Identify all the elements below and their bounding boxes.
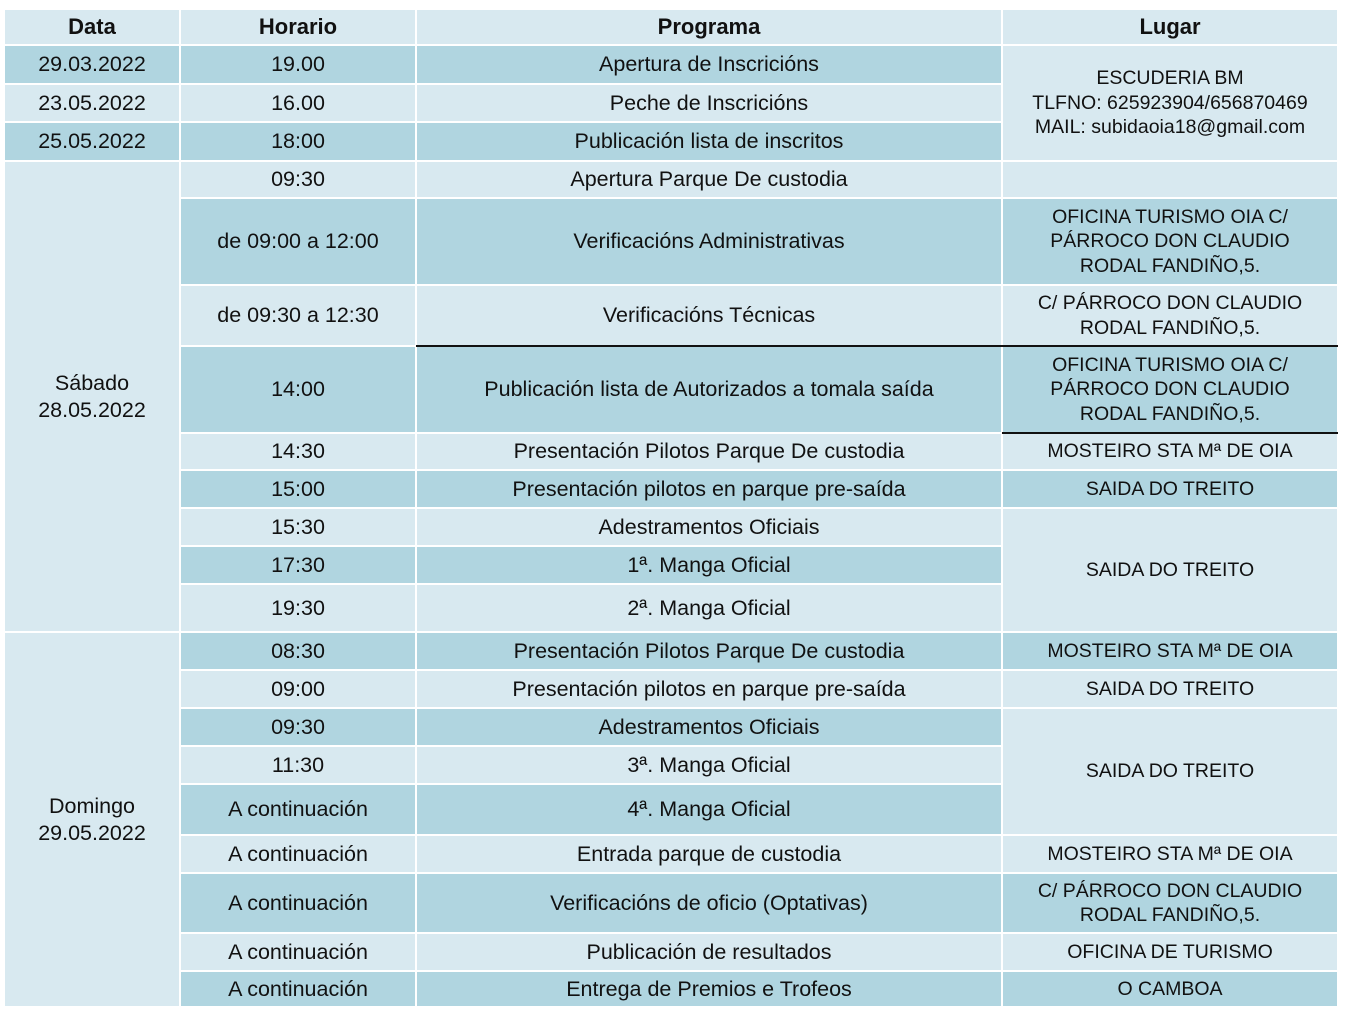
saturday-heats-place-cell: SAIDA DO TREITO [1003,509,1337,631]
program-cell: Adestramentos Oficiais [417,509,1001,545]
sunday-date-cell-line: 29.05.2022 [38,820,146,845]
place-cell-line: RODAL FANDIÑO,5. [1079,904,1261,926]
program-cell: Apertura Parque De custodia [417,162,1001,197]
time-cell: 17:30 [181,547,415,583]
date-cell: 29.03.2022 [5,46,179,83]
place-cell-line: RODAL FANDIÑO,5. [1079,402,1261,425]
place-cell-line: C/ PÁRROCO DON CLAUDIO [1037,879,1303,902]
place-cell: MOSTEIRO STA Mª DE OIA [1003,434,1337,469]
time-cell: 19.00 [181,46,415,83]
program-cell: Publicación lista de inscritos [417,123,1001,160]
time-cell: A continuación [181,785,415,834]
organizer-place-cell-line: TLFNO: 625923904/656870469 [1032,91,1308,114]
time-cell: 16.00 [181,85,415,121]
time-cell: 11:30 [181,747,415,783]
date-cell: 23.05.2022 [5,85,179,121]
place-cell: MOSTEIRO STA Mª DE OIA [1003,836,1337,872]
sunday-heats-place-cell: SAIDA DO TREITO [1003,709,1337,834]
program-cell: Verificacións Técnicas [417,286,1001,345]
place-cell-line: OFICINA TURISMO OIA C/ [1052,353,1288,376]
sunday-date-cell [5,633,179,1006]
place-cell: MOSTEIRO STA Mª DE OIA [1003,633,1337,669]
saturday-date-cell-line: 28.05.2022 [38,397,146,422]
organizer-place-cell-line: ESCUDERIA BM [1096,67,1244,90]
time-cell: 15:00 [181,471,415,507]
program-cell: Presentación pilotos en parque pre-saída [417,471,1001,507]
place-cell [1003,199,1337,284]
program-cell: 4ª. Manga Oficial [417,785,1001,834]
program-cell: 3ª. Manga Oficial [417,747,1001,783]
place-cell-line: PÁRROCO DON CLAUDIO [1050,378,1290,401]
time-cell: 18:00 [181,123,415,160]
place-cell-line: C/ PÁRROCO DON CLAUDIO [1037,292,1303,315]
header-place: Lugar [1003,10,1337,44]
organizer-place-cell-line: MAIL: subidaoia18@gmail.com [1034,116,1306,139]
header-time: Horario [181,10,415,44]
time-cell: 15:30 [181,509,415,545]
program-cell: Apertura de Inscricións [417,46,1001,83]
time-cell: de 09:30 a 12:30 [181,286,415,345]
place-cell-line: PÁRROCO DON CLAUDIO [1050,230,1290,253]
program-cell: Peche de Inscricións [417,85,1001,121]
time-cell: 08:30 [181,633,415,669]
time-cell: A continuación [181,874,415,932]
program-cell: Presentación pilotos en parque pre-saída [417,671,1001,707]
program-cell: Entrega de Premios e Trofeos [417,972,1001,1006]
date-cell: 25.05.2022 [5,123,179,160]
saturday-date-cell-line: Sábado [54,370,130,395]
time-cell: A continuación [181,836,415,872]
time-cell: 19:30 [181,585,415,631]
place-cell [1003,286,1337,345]
time-cell: 14:00 [181,347,415,432]
program-cell: Adestramentos Oficiais [417,709,1001,745]
border-line [1002,432,1338,434]
time-cell: 14:30 [181,434,415,469]
saturday-date-cell [5,162,179,631]
program-cell: 1ª. Manga Oficial [417,547,1001,583]
border-line [416,345,1338,347]
program-cell: Verificacións de oficio (Optativas) [417,874,1001,932]
place-cell [1003,162,1337,197]
sunday-date-cell-line: Domingo [48,793,136,818]
place-cell: OFICINA DE TURISMO [1003,934,1337,970]
place-cell-line: RODAL FANDIÑO,5. [1079,254,1261,277]
program-cell: Publicación lista de Autorizados a tomala saída [417,347,1001,432]
place-cell: O CAMBOA [1003,972,1337,1006]
time-cell: A continuación [181,934,415,970]
place-cell: SAIDA DO TREITO [1003,471,1337,507]
place-cell [1003,874,1337,932]
time-cell: de 09:00 a 12:00 [181,199,415,284]
program-cell: Publicación de resultados [417,934,1001,970]
place-cell-line: RODAL FANDIÑO,5. [1079,316,1261,339]
time-cell: 09:30 [181,709,415,745]
header-program: Programa [417,10,1001,44]
time-cell: 09:00 [181,671,415,707]
place-cell [1003,347,1337,432]
program-cell: Entrada parque de custodia [417,836,1001,872]
place-cell-line: OFICINA TURISMO OIA C/ [1052,205,1288,228]
program-cell: Presentación Pilotos Parque De custodia [417,633,1001,669]
program-cell: 2ª. Manga Oficial [417,585,1001,631]
program-cell: Presentación Pilotos Parque De custodia [417,434,1001,469]
organizer-place-cell [1003,46,1337,160]
time-cell: 09:30 [181,162,415,197]
program-cell: Verificacións Administrativas [417,199,1001,284]
header-date: Data [5,10,179,44]
place-cell: SAIDA DO TREITO [1003,671,1337,707]
time-cell: A continuación [181,972,415,1006]
